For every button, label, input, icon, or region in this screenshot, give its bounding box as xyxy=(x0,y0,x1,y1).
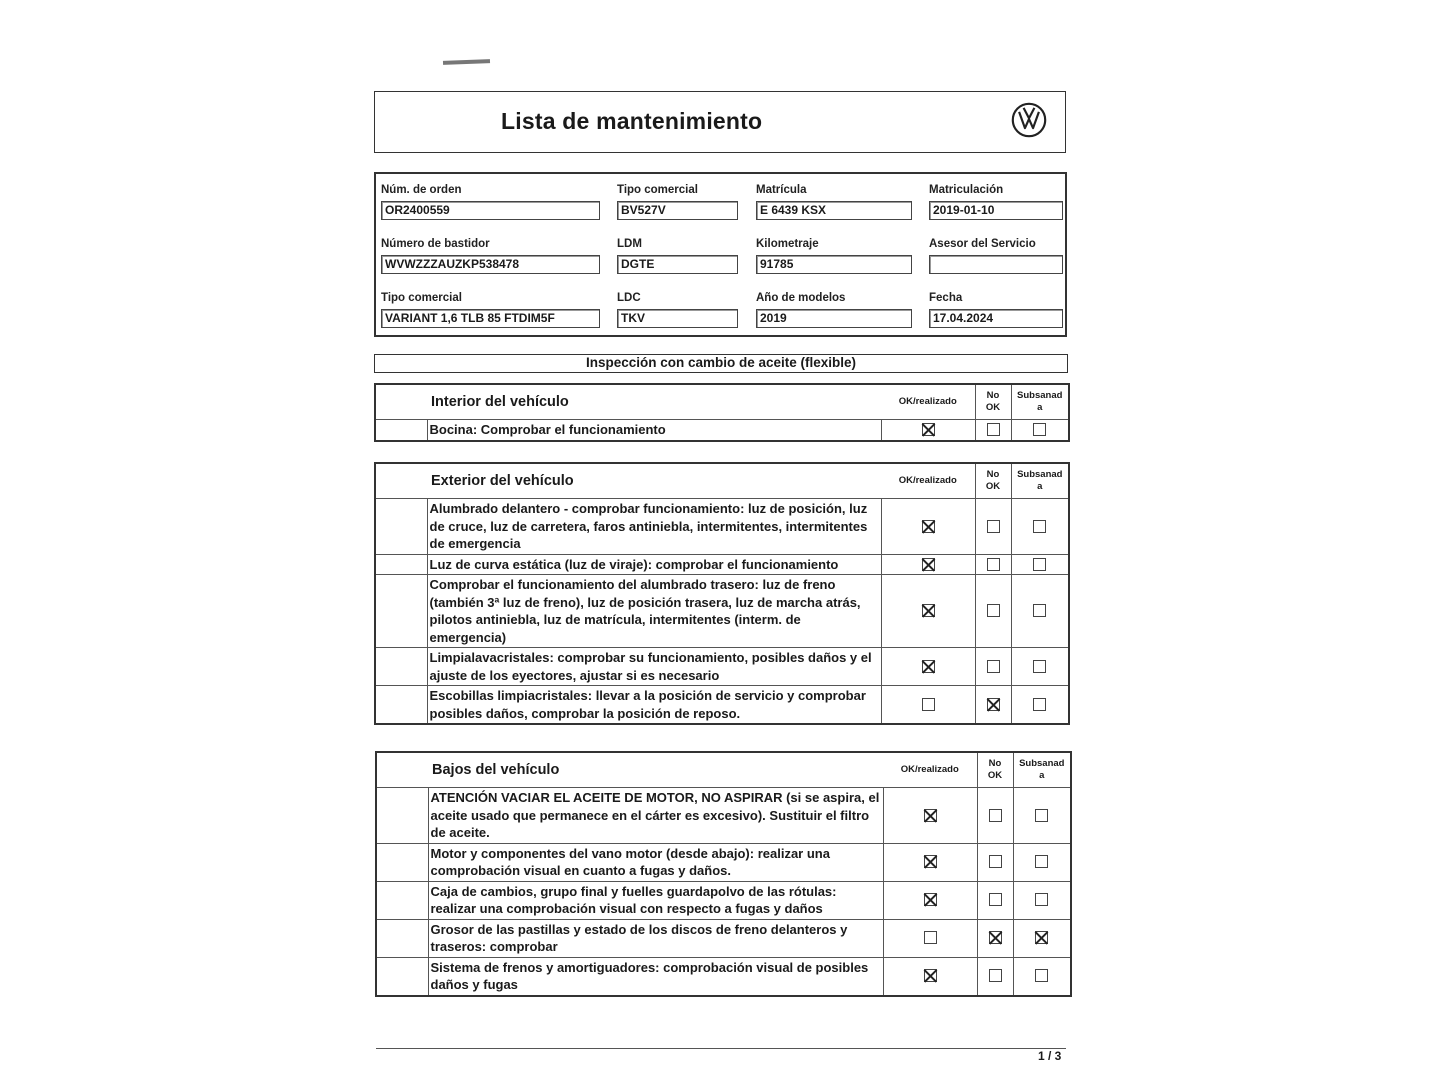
fixed-checkbox-cell xyxy=(1011,686,1069,725)
nok-checkbox[interactable] xyxy=(987,520,1000,533)
ok-checkbox[interactable] xyxy=(924,893,937,906)
order-number-field: Núm. de orden OR2400559 xyxy=(381,183,600,220)
checklist-item-text: ATENCIÓN VACIAR EL ACEITE DE MOTOR, NO ASPIRAR (si se aspira, el aceite usado que permanece en el cárter es excesivo). Sustituir el filtro de aceite. xyxy=(428,788,883,844)
ok-checkbox[interactable] xyxy=(924,855,937,868)
fixed-checkbox[interactable] xyxy=(1033,520,1046,533)
fixed-checkbox-cell xyxy=(1013,919,1071,957)
fixed-checkbox[interactable] xyxy=(1035,969,1048,982)
checklist-row xyxy=(375,686,1069,725)
nok-checkbox[interactable] xyxy=(987,558,1000,571)
fixed-checkbox[interactable] xyxy=(1035,855,1048,868)
ok-checkbox[interactable] xyxy=(922,423,935,436)
fixed-checkbox[interactable] xyxy=(1033,423,1046,436)
fixed-checkbox-cell xyxy=(1011,499,1069,555)
ok-checkbox-cell xyxy=(883,843,977,881)
fixed-checkbox-cell xyxy=(1013,843,1071,881)
fixed-checkbox-cell xyxy=(1013,881,1071,919)
underbody-header-row xyxy=(376,752,1071,788)
plate-field: Matrícula E 6439 KSX xyxy=(756,183,912,220)
row-spacer xyxy=(376,957,428,996)
checklist-row xyxy=(375,648,1069,686)
nok-checkbox-cell xyxy=(977,788,1013,844)
order-info-panel xyxy=(374,172,1067,337)
fixed-checkbox[interactable] xyxy=(1035,893,1048,906)
checklist-item-text: Escobillas limpiacristales: llevar a la posición de servicio y comprobar posibles daños, comprobar la posición de reposo. xyxy=(427,686,881,725)
checklist-item-text: Limpialavacristales: comprobar su funcionamiento, posibles daños y el ajuste de los eyectores, ajustar si es necesario xyxy=(427,648,881,686)
row-spacer xyxy=(375,686,427,725)
nok-checkbox-cell xyxy=(977,919,1013,957)
checklist-item-text: Comprobar el funcionamiento del alumbrado trasero: luz de freno (también 3ª luz de freno), luz de posición trasera, luz de marcha atrás, pilotos antiniebla, luz de matrícula, intermitentes (interm. de emergencia) xyxy=(427,575,881,648)
model-type-field: Tipo comercial VARIANT 1,6 TLB 85 FTDIM5F xyxy=(381,291,600,328)
ok-checkbox-cell xyxy=(881,648,975,686)
nok-checkbox-cell xyxy=(975,686,1011,725)
scan-mark xyxy=(443,59,490,65)
nok-checkbox-cell xyxy=(975,499,1011,555)
underbody-section-title: Bajos del vehículo xyxy=(376,752,883,788)
fixed-column-header: Subsanad a xyxy=(1011,384,1069,420)
nok-checkbox-cell xyxy=(977,843,1013,881)
checklist-item-text: Luz de curva estática (luz de viraje): comprobar el funcionamiento xyxy=(427,554,881,575)
fixed-checkbox-cell xyxy=(1011,420,1069,441)
nok-checkbox[interactable] xyxy=(987,423,1000,436)
ok-column-header: OK/realizado xyxy=(881,384,975,420)
nok-checkbox-cell xyxy=(975,420,1011,441)
service-advisor-field: Asesor del Servicio xyxy=(929,237,1063,274)
fixed-checkbox[interactable] xyxy=(1033,660,1046,673)
nok-checkbox[interactable] xyxy=(989,931,1002,944)
fixed-checkbox[interactable] xyxy=(1035,931,1048,944)
nok-checkbox[interactable] xyxy=(987,660,1000,673)
nok-column-header: No OK xyxy=(975,463,1011,499)
ok-checkbox[interactable] xyxy=(922,558,935,571)
page-number: 1 / 3 xyxy=(1038,1049,1062,1063)
fixed-checkbox[interactable] xyxy=(1033,558,1046,571)
row-spacer xyxy=(375,575,427,648)
nok-checkbox-cell xyxy=(977,957,1013,996)
checklist-item-text: Bocina: Comprobar el funcionamiento xyxy=(427,420,881,441)
ok-checkbox-cell xyxy=(881,554,975,575)
interior-header-row xyxy=(375,384,1069,420)
ok-checkbox-cell xyxy=(883,957,977,996)
row-spacer xyxy=(375,420,427,441)
interior-section xyxy=(374,383,1070,442)
row-spacer xyxy=(375,648,427,686)
exterior-section xyxy=(374,462,1070,725)
ok-checkbox[interactable] xyxy=(922,604,935,617)
row-spacer xyxy=(376,919,428,957)
nok-column-header: No OK xyxy=(977,752,1013,788)
ok-checkbox[interactable] xyxy=(922,520,935,533)
document-header xyxy=(374,91,1066,153)
nok-checkbox[interactable] xyxy=(987,698,1000,711)
checklist-row xyxy=(375,420,1069,441)
date-field: Fecha 17.04.2024 xyxy=(929,291,1063,328)
checklist-item-text: Sistema de frenos y amortiguadores: comprobación visual de posibles daños y fugas xyxy=(428,957,883,996)
nok-checkbox-cell xyxy=(975,648,1011,686)
ok-column-header: OK/realizado xyxy=(881,463,975,499)
exterior-section-title: Exterior del vehículo xyxy=(375,463,881,499)
ok-checkbox[interactable] xyxy=(924,809,937,822)
ok-checkbox[interactable] xyxy=(924,931,937,944)
fixed-checkbox-cell xyxy=(1011,648,1069,686)
checklist-row xyxy=(376,881,1071,919)
row-spacer xyxy=(375,554,427,575)
checklist-item-text: Alumbrado delantero - comprobar funcionamiento: luz de posición, luz de cruce, luz de carretera, faros antiniebla, intermitentes, intermitentes de emergencia xyxy=(427,499,881,555)
nok-checkbox[interactable] xyxy=(989,809,1002,822)
row-spacer xyxy=(376,843,428,881)
nok-checkbox-cell xyxy=(977,881,1013,919)
interior-section-title: Interior del vehículo xyxy=(375,384,881,420)
nok-checkbox[interactable] xyxy=(987,604,1000,617)
ok-column-header: OK/realizado xyxy=(883,752,977,788)
checklist-row xyxy=(376,788,1071,844)
ok-checkbox-cell xyxy=(881,499,975,555)
fixed-checkbox-cell xyxy=(1011,575,1069,648)
nok-checkbox-cell xyxy=(975,554,1011,575)
nok-checkbox[interactable] xyxy=(989,855,1002,868)
fixed-checkbox-cell xyxy=(1011,554,1069,575)
footer-divider xyxy=(376,1048,1066,1049)
fixed-checkbox[interactable] xyxy=(1035,809,1048,822)
fixed-column-header: Subsanad a xyxy=(1011,463,1069,499)
nok-column-header: No OK xyxy=(975,384,1011,420)
checklist-row xyxy=(376,957,1071,996)
ok-checkbox-cell xyxy=(881,420,975,441)
ldc-field: LDC TKV xyxy=(617,291,738,328)
underbody-section xyxy=(375,751,1072,997)
checklist-item-text: Motor y componentes del vano motor (desde abajo): realizar una comprobación visual en cuanto a fugas y daños. xyxy=(428,843,883,881)
nok-checkbox[interactable] xyxy=(989,893,1002,906)
row-spacer xyxy=(376,881,428,919)
fixed-column-header: Subsanad a xyxy=(1013,752,1071,788)
ok-checkbox-cell xyxy=(883,788,977,844)
model-year-field: Año de modelos 2019 xyxy=(756,291,912,328)
ok-checkbox-cell xyxy=(883,919,977,957)
checklist-row xyxy=(375,575,1069,648)
mileage-field: Kilometraje 91785 xyxy=(756,237,912,274)
checklist-row xyxy=(375,554,1069,575)
row-spacer xyxy=(375,499,427,555)
fixed-checkbox-cell xyxy=(1013,788,1071,844)
checklist-row xyxy=(376,843,1071,881)
fixed-checkbox-cell xyxy=(1013,957,1071,996)
ok-checkbox[interactable] xyxy=(922,660,935,673)
registration-date-field: Matriculación 2019-01-10 xyxy=(929,183,1063,220)
inspection-title: Inspección con cambio de aceite (flexible) xyxy=(374,354,1068,373)
vin-field: Número de bastidor WVWZZZAUZKP538478 xyxy=(381,237,600,274)
document-title: Lista de mantenimiento xyxy=(501,108,763,134)
ok-checkbox-cell xyxy=(881,686,975,725)
checklist-item-text: Caja de cambios, grupo final y fuelles guardapolvo de las rótulas: realizar una comprobación visual con respecto a fugas y daños xyxy=(428,881,883,919)
vw-logo-icon xyxy=(1011,102,1047,138)
ok-checkbox[interactable] xyxy=(922,698,935,711)
fixed-checkbox[interactable] xyxy=(1033,698,1046,711)
ldm-field: LDM DGTE xyxy=(617,237,738,274)
row-spacer xyxy=(376,788,428,844)
ok-checkbox-cell xyxy=(881,575,975,648)
checklist-row xyxy=(375,499,1069,555)
commercial-type-field: Tipo comercial BV527V xyxy=(617,183,738,220)
exterior-header-row xyxy=(375,463,1069,499)
nok-checkbox[interactable] xyxy=(989,969,1002,982)
nok-checkbox-cell xyxy=(975,575,1011,648)
checklist-row xyxy=(376,919,1071,957)
checklist-item-text: Grosor de las pastillas y estado de los discos de freno delanteros y traseros: comprobar xyxy=(428,919,883,957)
ok-checkbox-cell xyxy=(883,881,977,919)
fixed-checkbox[interactable] xyxy=(1033,604,1046,617)
ok-checkbox[interactable] xyxy=(924,969,937,982)
